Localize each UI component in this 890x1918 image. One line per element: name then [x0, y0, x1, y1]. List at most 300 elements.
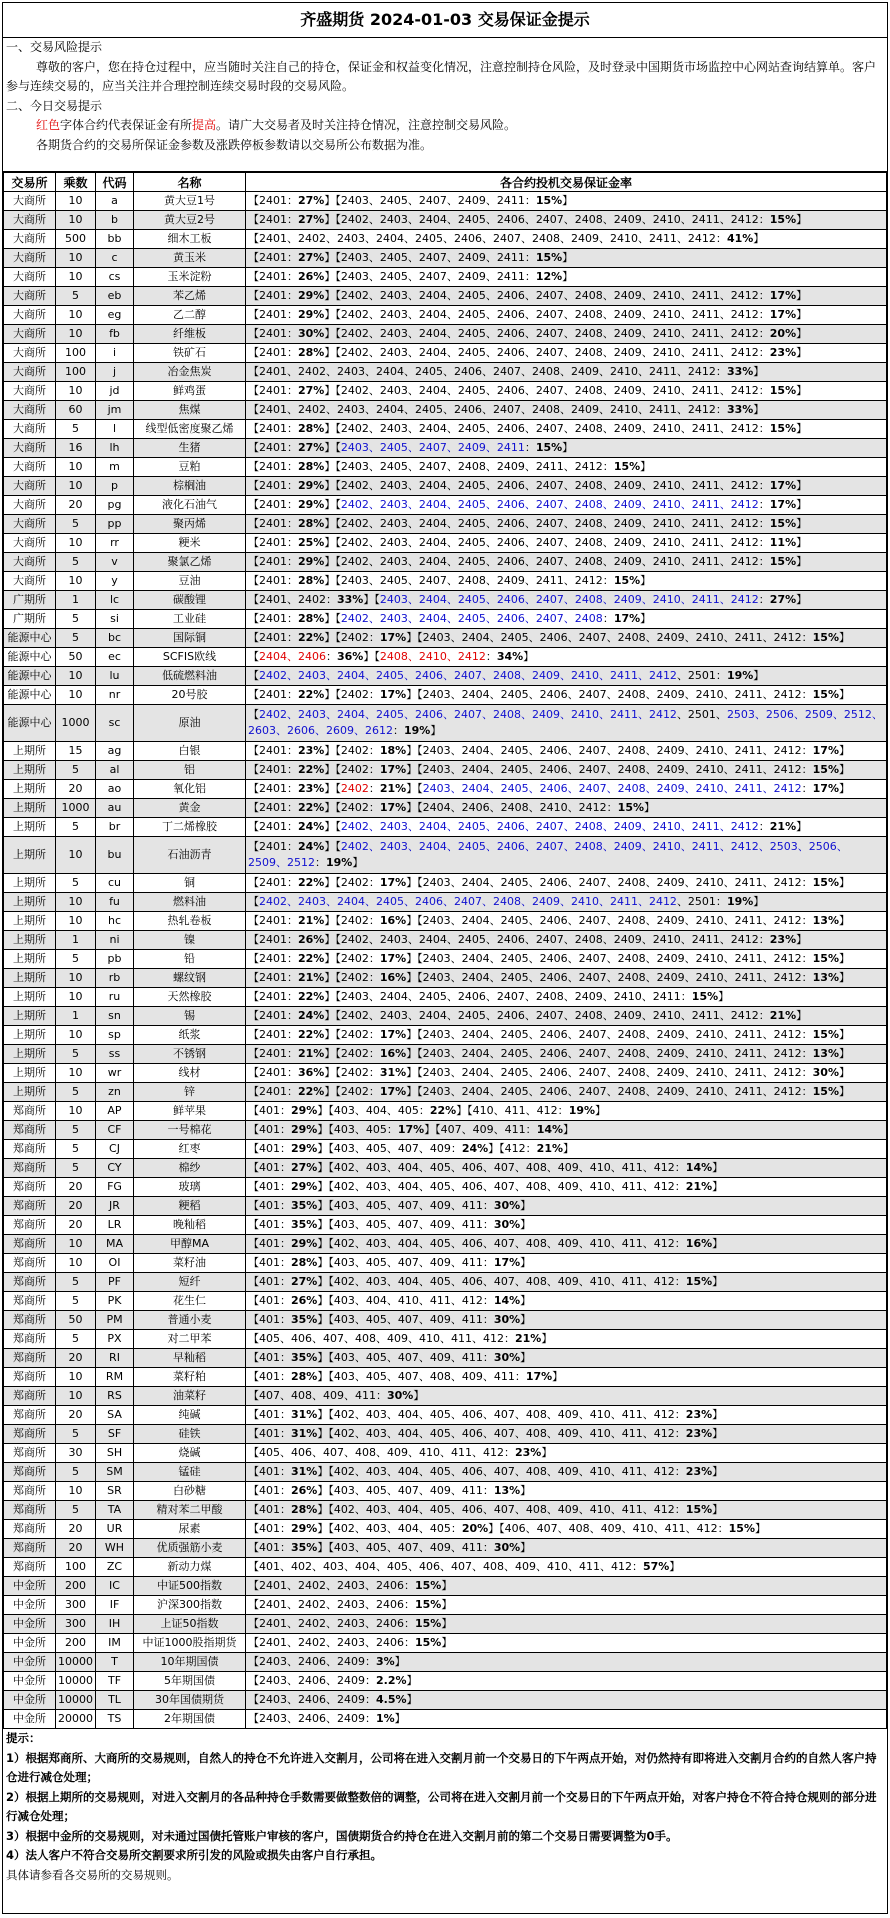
cell-exchange: 上期所 [4, 799, 56, 818]
rate-value: 22% [298, 801, 325, 814]
cell-name: 一号棉花 [134, 1121, 246, 1140]
rate-text: 】【2402： [324, 763, 380, 776]
rate-text: 】 [796, 422, 808, 435]
rate-text: ： [485, 650, 497, 663]
table-row [4, 572, 887, 591]
cell-code: SR [96, 1482, 134, 1501]
rate-text: 】【 [324, 820, 341, 833]
rate-value: 29% [291, 1123, 318, 1136]
rate-text: 】 [712, 1161, 724, 1174]
margin-table [3, 172, 887, 1729]
section2-line2: 各期货合约的交易所保证金参数及涨跌停板参数请以交易所公布数据为准。 [36, 137, 433, 152]
table-row [4, 837, 887, 874]
rate-text: 【2401： [248, 270, 298, 283]
rate-text: 】【2402： [324, 744, 380, 757]
table-row [4, 1349, 887, 1368]
rate-text: 】 [520, 1218, 532, 1231]
cell-code: au [96, 799, 134, 818]
cell-multiplier: 50 [56, 1311, 96, 1330]
rate-text: 【401： [248, 1465, 291, 1478]
rate-text: 】 [753, 669, 765, 682]
rate-value: 14% [493, 1294, 521, 1307]
rate-value: 28% [291, 1503, 318, 1516]
rate-text: 】 [796, 384, 808, 397]
rate-text: 】【2402： [324, 801, 380, 814]
table-row [4, 249, 887, 268]
rate-text: 【2401： [248, 422, 298, 435]
rate-text: 2402、2403、2404、2405、2406、2407、2408、2409、2410、2411、2412 [340, 498, 759, 511]
table-row [4, 1197, 887, 1216]
rate-value: 21% [379, 782, 407, 795]
rate-text: 】【403、404、410、411、412： [317, 1294, 494, 1307]
cell-margin-rate [246, 211, 887, 230]
cell-name: 焦煤 [134, 401, 246, 420]
cell-multiplier: 10 [56, 667, 96, 686]
cell-name: 黄金 [134, 799, 246, 818]
cell-margin-rate [246, 1615, 887, 1634]
rate-value: 27% [298, 251, 325, 264]
cell-multiplier: 1 [56, 591, 96, 610]
rate-text: 】【2403、2404、2405、2406、2407、2408、2409、2410、2411、2412： [406, 688, 813, 701]
cell-margin-rate [246, 1520, 887, 1539]
rate-text: 2402、2403、2404、2405、2406、2407、2408 [340, 612, 603, 625]
table-row [4, 761, 887, 780]
section1-body: 尊敬的客户，您在持仓过程中，应当随时关注自己的持仓，保证金和权益变化情况，注意控制持仓风险，及时登录中国期货市场监控中心网站查询结算单。客户参与连续交易的，应当关注并合理控制连续交易时段的交易风险。 [6, 59, 877, 93]
rate-text: 【2401： [248, 460, 298, 473]
cell-margin-rate [246, 439, 887, 458]
rate-value: 28% [298, 612, 325, 625]
table-row [4, 382, 887, 401]
cell-exchange: 大商所 [4, 268, 56, 287]
rate-value: 21% [769, 820, 797, 833]
cell-exchange: 郑商所 [4, 1444, 56, 1463]
table-row [4, 1216, 887, 1235]
cell-exchange: 上期所 [4, 1007, 56, 1026]
rate-text: 、2501、 [676, 708, 727, 721]
rate-text: 【2401： [248, 801, 298, 814]
cell-exchange: 郑商所 [4, 1349, 56, 1368]
cell-code: WH [96, 1539, 134, 1558]
header-margin-rate: 各合约投机交易保证金率 [246, 173, 887, 192]
rate-text: 】【2402： [324, 1047, 380, 1060]
rate-text: 【2401： [248, 1066, 298, 1079]
rate-value: 17% [379, 952, 407, 965]
rate-text: 【2401： [248, 631, 298, 644]
cell-exchange: 上期所 [4, 837, 56, 874]
table-row [4, 799, 887, 818]
cell-multiplier: 10 [56, 1026, 96, 1045]
rate-text: 】【2402、2403、2404、2405、2406、2407、2408、2409、2410、2411、2412： [324, 422, 770, 435]
rate-text: 2403、2404、2405、2406、2407、2408、2409、2410、2411、2412 [379, 593, 759, 606]
rate-text: 】 [394, 1655, 406, 1668]
cell-exchange: 能源中心 [4, 629, 56, 648]
cell-name: 沪深300指数 [134, 1596, 246, 1615]
cell-multiplier: 20 [56, 780, 96, 799]
cell-multiplier: 5 [56, 761, 96, 780]
cell-margin-rate [246, 553, 887, 572]
table-row [4, 1235, 887, 1254]
rate-text: 】 [712, 1180, 724, 1193]
rate-text: 】 [838, 1047, 850, 1060]
cell-exchange: 上期所 [4, 874, 56, 893]
rate-value: 30% [493, 1218, 521, 1231]
cell-margin-rate [246, 401, 887, 420]
rate-text: 【401： [248, 1408, 291, 1421]
cell-name: 纯碱 [134, 1406, 246, 1425]
cell-margin-rate [246, 761, 887, 780]
cell-exchange: 大商所 [4, 572, 56, 591]
table-row [4, 1615, 887, 1634]
cell-multiplier: 5 [56, 1140, 96, 1159]
cell-name: 氧化铝 [134, 780, 246, 799]
cell-code: MA [96, 1235, 134, 1254]
rate-value: 23% [769, 933, 797, 946]
cell-name: 菜籽粕 [134, 1368, 246, 1387]
cell-margin-rate [246, 306, 887, 325]
cell-multiplier: 5 [56, 629, 96, 648]
rate-value: 21% [769, 1009, 797, 1022]
rate-value: 31% [291, 1427, 318, 1440]
cell-name: 玉米淀粉 [134, 268, 246, 287]
cell-code: wr [96, 1064, 134, 1083]
rate-value: 15% [769, 384, 797, 397]
table-row [4, 780, 887, 799]
cell-code: ss [96, 1045, 134, 1064]
table-row [4, 1102, 887, 1121]
cell-margin-rate [246, 1311, 887, 1330]
cell-multiplier: 100 [56, 1558, 96, 1577]
cell-name: 锌 [134, 1083, 246, 1102]
cell-name: 菜籽油 [134, 1254, 246, 1273]
rate-text: 】【2403、2404、2405、2406、2407、2408、2409、2410、2411、2412： [406, 952, 813, 965]
cell-code: hc [96, 912, 134, 931]
cell-code: v [96, 553, 134, 572]
rate-text: 2402 [340, 782, 369, 795]
table-row [4, 1159, 887, 1178]
section1-heading: 一、交易风险提示 [6, 40, 103, 54]
rate-value: 17% [769, 289, 797, 302]
rate-text: 】 [520, 1294, 532, 1307]
header-multiplier: 乘数 [56, 173, 96, 192]
rate-text: 】【407、409、411： [424, 1123, 537, 1136]
rate-value: 2.2% [375, 1674, 407, 1687]
rate-text: 【2403、2406、2409： [248, 1693, 376, 1706]
rate-value: 28% [298, 517, 325, 530]
rate-value: 31% [291, 1408, 318, 1421]
rate-text: ： [758, 820, 770, 833]
rate-value: 23% [298, 744, 325, 757]
cell-name: 10年期国债 [134, 1653, 246, 1672]
cell-code: SH [96, 1444, 134, 1463]
cell-name: 纤维板 [134, 325, 246, 344]
table-row [4, 591, 887, 610]
table-row [4, 477, 887, 496]
rate-value: 35% [291, 1199, 318, 1212]
cell-code: al [96, 761, 134, 780]
rate-text: 【401： [248, 1275, 291, 1288]
cell-multiplier: 5 [56, 553, 96, 572]
cell-name: 线型低密度聚乙烯 [134, 420, 246, 439]
rate-text: 【405、406、407、408、409、410、411、412： [248, 1332, 515, 1345]
cell-code: CJ [96, 1140, 134, 1159]
cell-exchange: 郑商所 [4, 1159, 56, 1178]
cell-name: 甲醇MA [134, 1235, 246, 1254]
rate-text: 【401： [248, 1351, 291, 1364]
cell-code: PK [96, 1292, 134, 1311]
cell-code: OI [96, 1254, 134, 1273]
rate-text: 】【403、405、407、409、411： [317, 1199, 494, 1212]
cell-margin-rate [246, 1577, 887, 1596]
rate-text: 】【 [324, 612, 341, 625]
cell-exchange: 上期所 [4, 1045, 56, 1064]
cell-name: 铁矿石 [134, 344, 246, 363]
cell-name: 液化石油气 [134, 496, 246, 515]
rate-value: 15% [691, 990, 719, 1003]
cell-name: 铝 [134, 761, 246, 780]
cell-exchange: 郑商所 [4, 1140, 56, 1159]
table-row [4, 1482, 887, 1501]
cell-margin-rate [246, 192, 887, 211]
rate-text: 【401、402、403、404、405、406、407、408、409、410、411、412： [248, 1560, 643, 1573]
cell-code: i [96, 344, 134, 363]
cell-multiplier: 1000 [56, 705, 96, 742]
cell-name: 5年期国债 [134, 1672, 246, 1691]
rate-text: 】【 [324, 498, 341, 511]
cell-name: 20号胶 [134, 686, 246, 705]
section2-heading: 二、今日交易提示 [6, 98, 103, 113]
rate-value: 29% [291, 1522, 318, 1535]
rate-text: 【401： [248, 1142, 291, 1155]
rate-value: 19% [403, 724, 431, 737]
cell-code: LR [96, 1216, 134, 1235]
rate-text: 【2401： [248, 840, 298, 853]
rate-text: 2402、2403、2404、2405、2406、2407、2408、2409、2410、2411、2412 [340, 820, 759, 833]
table-row [4, 1254, 887, 1273]
cell-name: 硅铁 [134, 1425, 246, 1444]
cell-margin-rate [246, 799, 887, 818]
table-row [4, 1083, 887, 1102]
rate-value: 22% [298, 631, 325, 644]
cell-exchange: 郑商所 [4, 1121, 56, 1140]
cell-exchange: 中金所 [4, 1596, 56, 1615]
cell-name: 中证500指数 [134, 1577, 246, 1596]
rate-value: 15% [535, 251, 563, 264]
rate-text: 【2401、2402、2403、2404、2405、2406、2407、2408、2409、2410、2411、2412： [248, 403, 727, 416]
rate-value: 17% [379, 876, 407, 889]
cell-margin-rate [246, 1121, 887, 1140]
rate-value: 30% [493, 1541, 521, 1554]
cell-code: nr [96, 686, 134, 705]
cell-multiplier: 10 [56, 1482, 96, 1501]
rate-text: 】 [541, 1446, 553, 1459]
cell-margin-rate [246, 950, 887, 969]
cell-code: l [96, 420, 134, 439]
table-row [4, 1311, 887, 1330]
cell-multiplier: 5 [56, 515, 96, 534]
rate-value: 30% [493, 1199, 521, 1212]
cell-code: T [96, 1653, 134, 1672]
cell-margin-rate [246, 1273, 887, 1292]
cell-margin-rate [246, 1539, 887, 1558]
rate-value: 29% [291, 1237, 318, 1250]
rate-text: 】【2402、2403、2404、2405、2406、2407、2408、2409、2410、2411、2412： [324, 289, 770, 302]
rate-value: 22% [298, 688, 325, 701]
cell-exchange: 中金所 [4, 1653, 56, 1672]
cell-code: pb [96, 950, 134, 969]
rate-text: ： [326, 650, 337, 663]
rate-text: 【2401： [248, 251, 298, 264]
cell-name: 玻璃 [134, 1178, 246, 1197]
rate-text: 【401： [248, 1294, 291, 1307]
cell-name: 晚籼稻 [134, 1216, 246, 1235]
rate-text: 【2401、2402、2403、2406： [248, 1598, 415, 1611]
cell-exchange: 能源中心 [4, 667, 56, 686]
rate-text: 【2401： [248, 1009, 298, 1022]
cell-margin-rate [246, 496, 887, 515]
rate-text: 】【2403、2405、2407、2409、2411： [324, 270, 536, 283]
table-row [4, 211, 887, 230]
cell-name: 铅 [134, 950, 246, 969]
cell-margin-rate [246, 1140, 887, 1159]
rate-text: 】【2403、2404、2405、2406、2407、2408、2409、2410、2411、2412： [406, 1066, 813, 1079]
rate-text: 】 [552, 1370, 564, 1383]
rate-text: 】 [838, 744, 850, 757]
cell-multiplier: 300 [56, 1615, 96, 1634]
rate-value: 22% [298, 990, 325, 1003]
rate-value: 27% [298, 213, 325, 226]
table-row [4, 1064, 887, 1083]
page-title: 齐盛期货 2024-01-03 交易保证金提示 [3, 3, 887, 38]
rate-value: 17% [769, 479, 797, 492]
cell-code: cu [96, 874, 134, 893]
cell-multiplier: 1000 [56, 799, 96, 818]
cell-margin-rate [246, 515, 887, 534]
rate-text: 】【2403、2404、2405、2406、2407、2408、2409、2410、2411、2412： [406, 914, 813, 927]
cell-name: 螺纹钢 [134, 969, 246, 988]
cell-multiplier: 60 [56, 401, 96, 420]
rate-text: 【2401： [248, 555, 298, 568]
cell-exchange: 郑商所 [4, 1273, 56, 1292]
table-row [4, 1387, 887, 1406]
rate-text: 【 [248, 669, 259, 682]
rate-text: 】【2402： [324, 1085, 380, 1098]
rate-text: 】 [838, 971, 850, 984]
table-row [4, 496, 887, 515]
cell-name: 2年期国债 [134, 1710, 246, 1729]
rate-text: 】 [520, 1313, 532, 1326]
rate-text: 】【2402、2403、2404、2405、2406、2407、2408、2409、2410、2411、2412： [324, 327, 770, 340]
cell-code: ni [96, 931, 134, 950]
table-body [4, 192, 887, 1729]
rate-text: 】【402、403、404、405、406、407、408、409、410、411、412： [317, 1237, 686, 1250]
rate-text: 】 [753, 895, 765, 908]
cell-exchange: 郑商所 [4, 1235, 56, 1254]
table-row [4, 1539, 887, 1558]
rate-value: 30% [493, 1313, 521, 1326]
cell-code: bc [96, 629, 134, 648]
cell-margin-rate [246, 1254, 887, 1273]
rate-text: 】【2402： [324, 688, 380, 701]
cell-name: 线材 [134, 1064, 246, 1083]
rate-text: 【401： [248, 1180, 291, 1193]
cell-code: ao [96, 780, 134, 799]
rate-text: 】【2402、2403、2404、2405、2406、2407、2408、2409、2410、2411、2412： [324, 479, 770, 492]
cell-name: 优质强筋小麦 [134, 1539, 246, 1558]
cell-exchange: 上期所 [4, 893, 56, 912]
rate-text: 】 [796, 1009, 808, 1022]
rate-text: 】 [562, 270, 574, 283]
rate-value: 17% [379, 1085, 407, 1098]
rate-text: 【2401： [248, 688, 298, 701]
cell-margin-rate [246, 268, 887, 287]
cell-exchange: 大商所 [4, 306, 56, 325]
cell-exchange: 郑商所 [4, 1539, 56, 1558]
cell-multiplier: 15 [56, 742, 96, 761]
rate-value: 15% [769, 422, 797, 435]
cell-exchange: 上期所 [4, 1083, 56, 1102]
cell-margin-rate [246, 1007, 887, 1026]
rate-value: 17% [812, 782, 839, 795]
rate-value: 57% [642, 1560, 670, 1573]
rate-value: 24% [298, 820, 325, 833]
cell-code: RM [96, 1368, 134, 1387]
cell-code: FG [96, 1178, 134, 1197]
cell-margin-rate [246, 325, 887, 344]
rate-text: 】 [838, 914, 850, 927]
rate-value: 27% [298, 194, 325, 207]
rate-value: 27% [291, 1275, 318, 1288]
rate-text: 】【2403、2404、2405、2406、2407、2408、2409、2410、2411： [324, 990, 692, 1003]
rate-text: 】 [796, 498, 808, 511]
rate-text: 【2401： [248, 782, 298, 795]
cell-margin-rate [246, 477, 887, 496]
cell-multiplier: 10 [56, 382, 96, 401]
rate-text: 】 [838, 782, 850, 795]
rate-text: 】 [520, 1199, 532, 1212]
table-row [4, 534, 887, 553]
rate-value: 17% [769, 498, 797, 511]
rate-value: 13% [812, 971, 839, 984]
cell-name: 不锈钢 [134, 1045, 246, 1064]
cell-code: si [96, 610, 134, 629]
rate-value: 14% [536, 1123, 564, 1136]
cell-exchange: 上期所 [4, 988, 56, 1007]
cell-exchange: 大商所 [4, 382, 56, 401]
header-name: 名称 [134, 173, 246, 192]
cell-name: 碳酸锂 [134, 591, 246, 610]
rate-value: 15% [414, 1579, 442, 1592]
rate-text: 】【 [324, 840, 341, 853]
cell-multiplier: 10 [56, 893, 96, 912]
cell-multiplier: 5 [56, 1083, 96, 1102]
rate-text: 】【2402： [324, 1066, 380, 1079]
rate-text: ： [801, 782, 813, 795]
cell-name: 粳稻 [134, 1197, 246, 1216]
table-row [4, 268, 887, 287]
cell-name: 热轧卷板 [134, 912, 246, 931]
rate-text: 】 [394, 1712, 406, 1725]
cell-exchange: 郑商所 [4, 1406, 56, 1425]
cell-multiplier: 20 [56, 1349, 96, 1368]
cell-margin-rate [246, 591, 887, 610]
table-row [4, 1007, 887, 1026]
cell-exchange: 郑商所 [4, 1311, 56, 1330]
cell-multiplier: 20 [56, 1539, 96, 1558]
rate-text: 】【403、405、407、409： [317, 1142, 462, 1155]
rate-value: 15% [728, 1522, 755, 1535]
cell-code: PF [96, 1273, 134, 1292]
rate-text: 】 [796, 593, 808, 606]
